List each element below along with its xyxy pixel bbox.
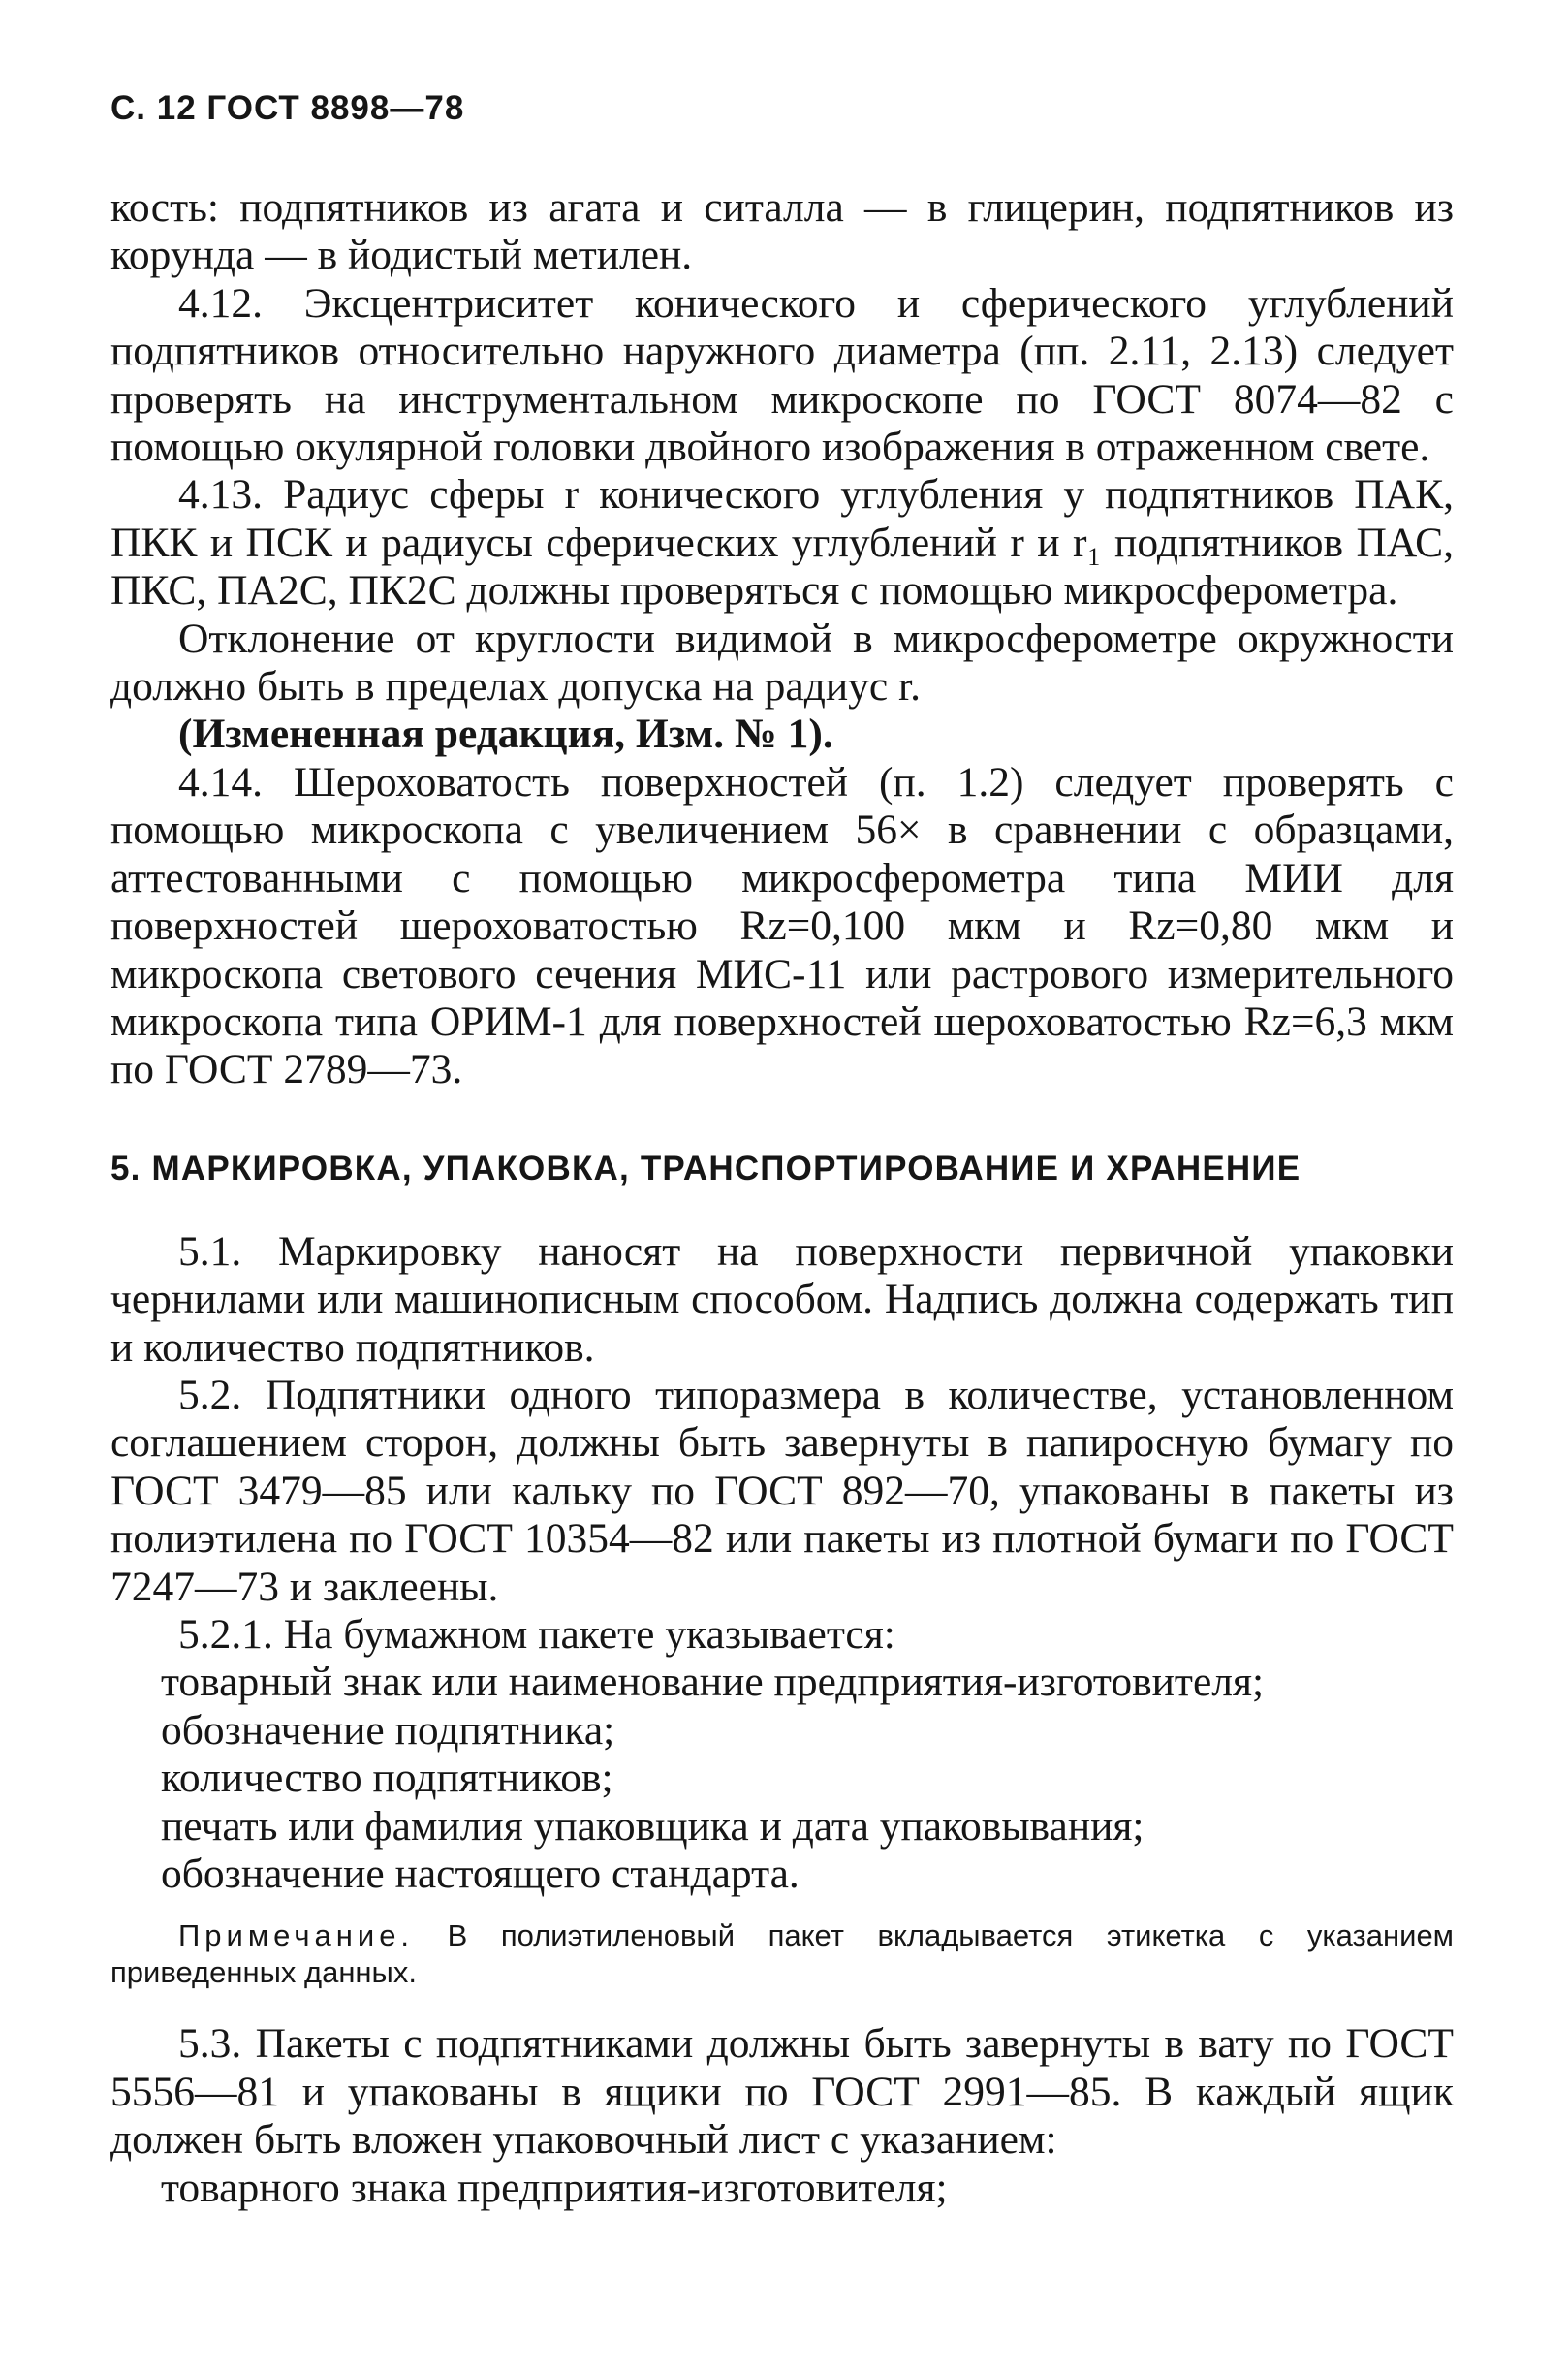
paragraph-continuation: кость: подпятников из агата и ситалла — в глицерин, подпятников из корунда — в йодистый метилен.	[110, 184, 1454, 279]
note-block	[110, 1917, 1454, 1991]
paragraph-5-2: 5.2. Подпятники одного типоразмера в количестве, установленном соглашением сторон, должны быть завернуты в папиросную бумагу по ГОСТ 3479—85 или кальку по ГОСТ 892—70, упакованы в пакеты из полиэтилена по ГОСТ 10354—82 или пакеты из плотной бумаги по ГОСТ 7247—73 и заклеены.	[110, 1371, 1454, 1610]
list-item: количество подпятников;	[161, 1755, 613, 1802]
paragraph-5-3: 5.3. Пакеты с подпятниками должны быть завернуты в вату по ГОСТ 5556—81 и упакованы в ящики по ГОСТ 2991—85. В каждый ящик должен быть вложен упаковочный лист с указанием:	[110, 2020, 1454, 2164]
paragraph-5-2-1: 5.2.1. На бумажном пакете указывается:	[178, 1610, 895, 1658]
note-label: Примечание.	[178, 1918, 415, 1953]
body-text	[110, 184, 1454, 2212]
page-header: С. 12 ГОСТ 8898—78	[110, 89, 465, 127]
list-item: печать или фамилия упаковщика и дата упаковывания;	[161, 1802, 1145, 1850]
list-item: обозначение подпятника;	[161, 1706, 615, 1754]
paragraph-4-13: 4.13. Радиус сферы r конического углубления у подпятников ПАК, ПКК и ПСК и радиусы сферических углублений r и r₁ подпятников ПАС, ПКС, ПА2С, ПК2С должны проверяться с помощью микросферометра.	[110, 471, 1454, 615]
note-text: В полиэтиленовый пакет вкладывается этикетка с указанием приведенных данных.	[110, 1918, 1454, 1990]
paragraph-4-12: 4.12. Эксцентриситет конического и сферического углублений подпятников относительно наружного диаметра (пп. 2.11, 2.13) следует проверять на инструментальном микроскопе по ГОСТ 8074—82 с помощью окулярной головки двойного изображения в отраженном свете.	[110, 279, 1454, 471]
paragraph-5-1: 5.1. Маркировку наносят на поверхности первичной упаковки чернилами или машинописным способом. Надпись должна содержать тип и количество подпятников.	[110, 1227, 1454, 1371]
paragraph-roundness: Отклонение от круглости видимой в микросферометре окружности должно быть в пределах допуска на радиус r.	[110, 615, 1454, 711]
amendment-note: (Измененная редакция, Изм. № 1).	[178, 711, 833, 758]
section-5-title: 5. МАРКИРОВКА, УПАКОВКА, ТРАНСПОРТИРОВАНИЕ И ХРАНЕНИЕ	[110, 1149, 1301, 1187]
list-item: товарного знака предприятия-изготовителя;	[161, 2164, 948, 2211]
paragraph-4-14: 4.14. Шероховатость поверхностей (п. 1.2) следует проверять с помощью микроскопа с увеличением 56× в сравнении с образцами, аттестованными с помощью микросферометра типа МИИ для поверхностей шероховатостью Rz=0,100 мкм и Rz=0,80 мкм и микроскопа светового сечения МИС-11 или растрового измерительного микроскопа типа ОРИМ-1 для поверхностей шероховатостью Rz=6,3 мкм по ГОСТ 2789—73.	[110, 758, 1454, 1093]
list-item: товарный знак или наименование предприятия-изготовителя;	[161, 1659, 1265, 1706]
list-item: обозначение настоящего стандарта.	[161, 1851, 800, 1897]
